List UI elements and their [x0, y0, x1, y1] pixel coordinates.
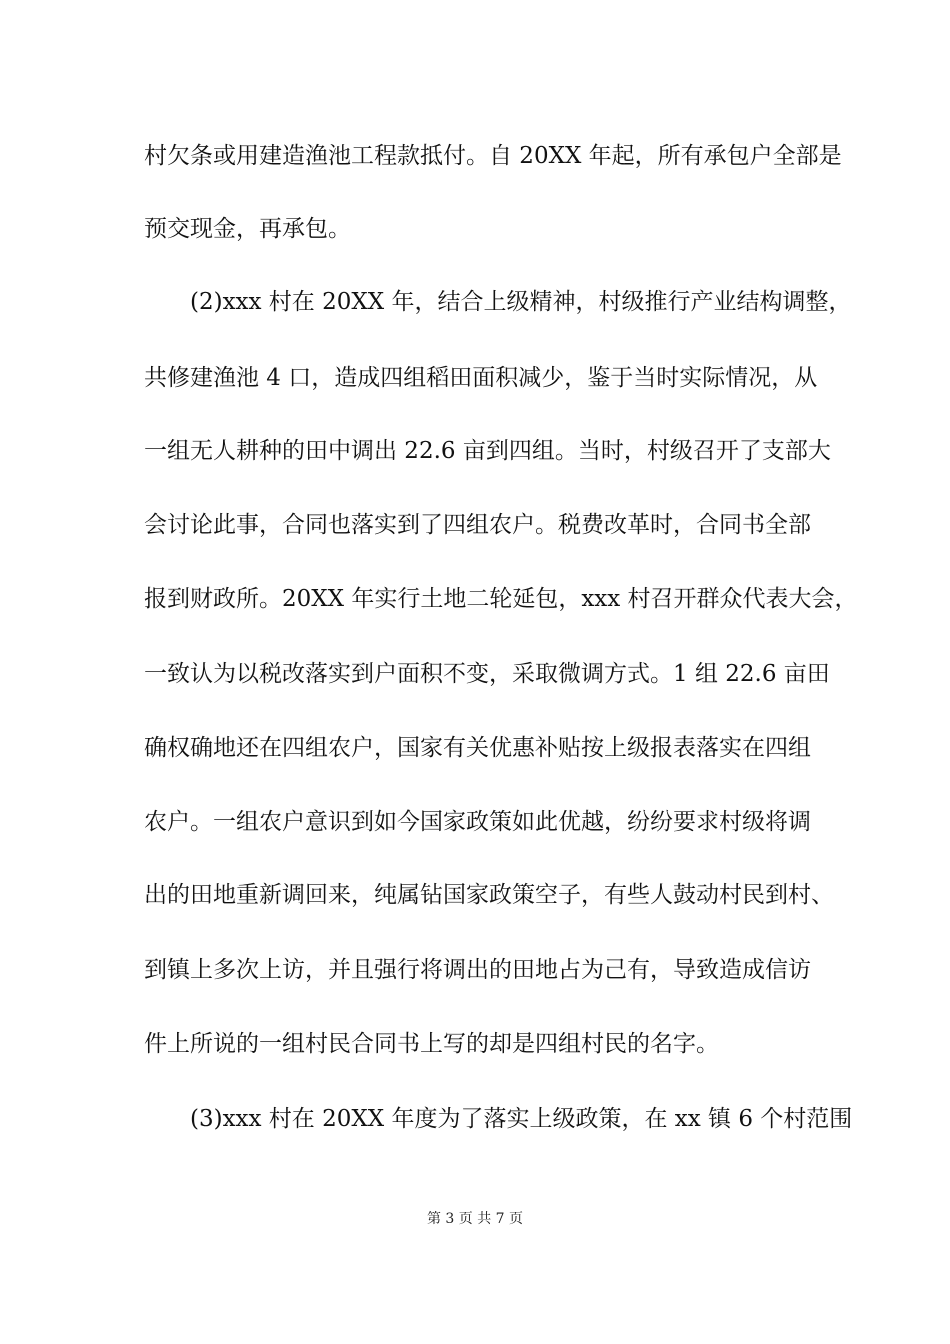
text-line-2: 预交现金，再承包。: [144, 216, 351, 242]
text-line-5: 一组无人耕种的田中调出 22.6 亩到四组。当时，村级召开了支部大: [144, 438, 831, 464]
text-line-8: 一致认为以税改落实到户面积不变，采取微调方式。1 组 22.6 亩田: [144, 661, 830, 687]
text-line-3: (2)xxx 村在 20XX 年，结合上级精神，村级推行产业结构调整，: [144, 289, 852, 315]
text-line-9: 确权确地还在四组农户，国家有关优惠补贴按上级报表落实在四组: [144, 735, 811, 761]
text-line-14: (3)xxx 村在 20XX 年度为了落实上级政策，在 xx 镇 6 个村范围: [144, 1106, 853, 1132]
page-number-footer: 第 3 页 共 7 页: [426, 1211, 524, 1227]
text-line-4: 共修建渔池 4 口，造成四组稻田面积减少，鉴于当时实际情况，从: [144, 365, 818, 391]
text-line-6: 会讨论此事，合同也落实到了四组农户。税费改革时，合同书全部: [144, 512, 811, 538]
text-line-11: 出的田地重新调回来，纯属钻国家政策空子，有些人鼓动村民到村、: [144, 882, 834, 908]
text-line-13: 件上所说的一组村民合同书上写的却是四组村民的名字。: [144, 1031, 719, 1057]
text-line-12: 到镇上多次上访，并且强行将调出的田地占为己有，导致造成信访: [144, 957, 811, 983]
text-line-10: 农户。一组农户意识到如今国家政策如此优越，纷纷要求村级将调: [144, 809, 811, 835]
text-line-1: 村欠条或用建造渔池工程款抵付。自 20XX 年起，所有承包户全部是: [144, 143, 842, 169]
text-line-7: 报到财政所。20XX 年实行土地二轮延包，xxx 村召开群众代表大会，: [144, 586, 858, 612]
